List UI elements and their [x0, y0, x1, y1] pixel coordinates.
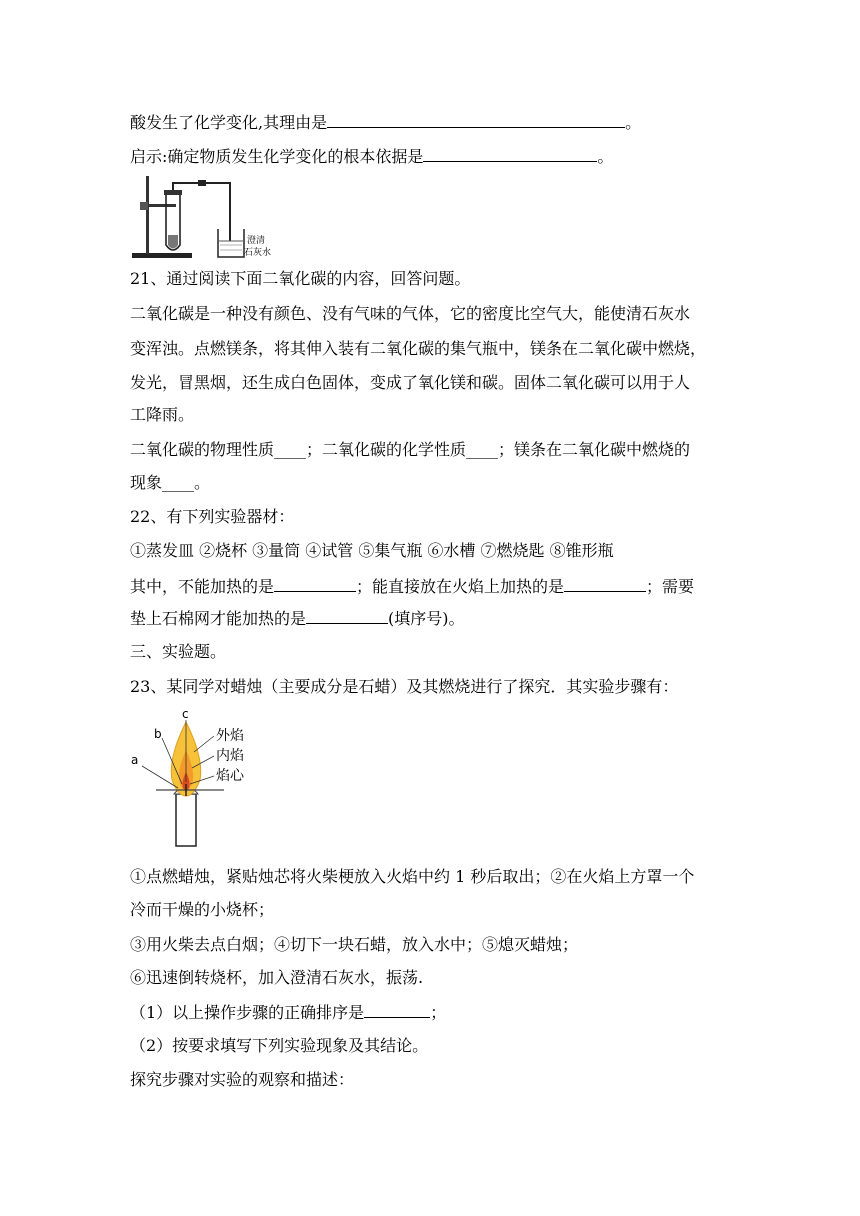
answer-blank[interactable]: [564, 575, 646, 592]
q21-question-line: 现象____。: [130, 473, 211, 492]
q21-para-line: 工降雨。: [130, 405, 195, 424]
answer-blank[interactable]: [423, 145, 597, 162]
answer-blank[interactable]: [306, 607, 388, 624]
q22-text: 垫上石棉网才能加热的是: [130, 609, 307, 628]
period: 。: [625, 113, 642, 132]
q22-line2: [130, 607, 465, 630]
label-flame-core: 焰心: [216, 768, 244, 784]
q23-text: （1）以上操作步骤的正确排序是: [130, 1003, 365, 1022]
q21-question-line: 二氧化碳的物理性质____；二氧化碳的化学性质____；镁条在二氧化碳中燃烧的: [130, 440, 691, 459]
q23-heading: 23、某同学对蜡烛（主要成分是石蜡）及其燃烧进行了探究．其实验步骤有：: [130, 677, 679, 696]
label-a: a: [131, 753, 139, 767]
q21-heading: 21、通过阅读下面二氧化碳的内容，回答问题。: [130, 269, 471, 288]
answer-blank[interactable]: [327, 111, 625, 128]
answer-blank[interactable]: [364, 1001, 430, 1018]
section-heading: 三、实验题。: [130, 642, 227, 661]
apparatus-label-1: 澄清: [247, 236, 266, 246]
q20-reason-text: 酸发生了化学变化,其理由是: [130, 113, 328, 132]
q21-para-line: 发光，冒黑烟，还生成白色固体，变成了氧化镁和碳。固体二氧化碳可以用于人: [130, 373, 691, 392]
q21-para-line: 二氧化碳是一种没有颜色、没有气味的气体，它的密度比空气大，能使清石灰水: [130, 304, 691, 323]
q23-text: ；: [430, 1003, 447, 1022]
q23-last-line: 探究步骤对实验的观察和描述：: [130, 1070, 355, 1089]
q22-text: (填序号)。: [388, 609, 465, 628]
label-b: b: [154, 727, 162, 741]
q23-sub1: [130, 1001, 446, 1024]
answer-blank[interactable]: [274, 575, 356, 592]
q23-step-line: 冷而干燥的小烧杯；: [130, 900, 275, 919]
q23-sub2: （2）按要求填写下列实验现象及其结论。: [130, 1036, 429, 1055]
q21-para-line: 变浑浊。点燃镁条，将其伸入装有二氧化碳的集气瓶中，镁条在二氧化碳中燃烧，: [130, 339, 707, 358]
q23-step-line: ③用火柴去点白烟；④切下一块石蜡，放入水中；⑤熄灭蜡烛；: [130, 935, 579, 954]
q22-text: ；能直接放在火焰上加热的是: [356, 577, 565, 596]
period: 。: [597, 147, 614, 166]
q22-line1: [130, 575, 694, 598]
q20-reason-line: [130, 111, 641, 134]
q20-hint-text: 启示:确定物质发生化学变化的根本依据是: [130, 147, 424, 166]
label-c: c: [182, 707, 189, 721]
q22-text: ；需要: [646, 577, 695, 596]
q20-hint-line: [130, 145, 613, 168]
q22-heading: 22、有下列实验器材：: [130, 507, 295, 526]
label-outer-flame: 外焰: [216, 728, 244, 744]
apparatus-label-2: 石灰水: [244, 248, 272, 258]
q23-step-line: ①点燃蜡烛，紧贴烛芯将火柴梗放入火焰中约 1 秒后取出；②在火焰上方罩一个: [130, 867, 695, 886]
label-inner-flame: 内焰: [216, 748, 244, 764]
q22-items: ①蒸发皿 ②烧杯 ③量筒 ④试管 ⑤集气瓶 ⑥水槽 ⑦燃烧匙 ⑧锥形瓶: [130, 541, 614, 560]
apparatus-figure: [128, 171, 272, 261]
q22-text: 其中，不能加热的是: [130, 577, 275, 596]
q23-step-line: ⑥迅速倒转烧杯，加入澄清石灰水，振荡.: [130, 968, 424, 987]
candle-figure: [128, 706, 258, 848]
